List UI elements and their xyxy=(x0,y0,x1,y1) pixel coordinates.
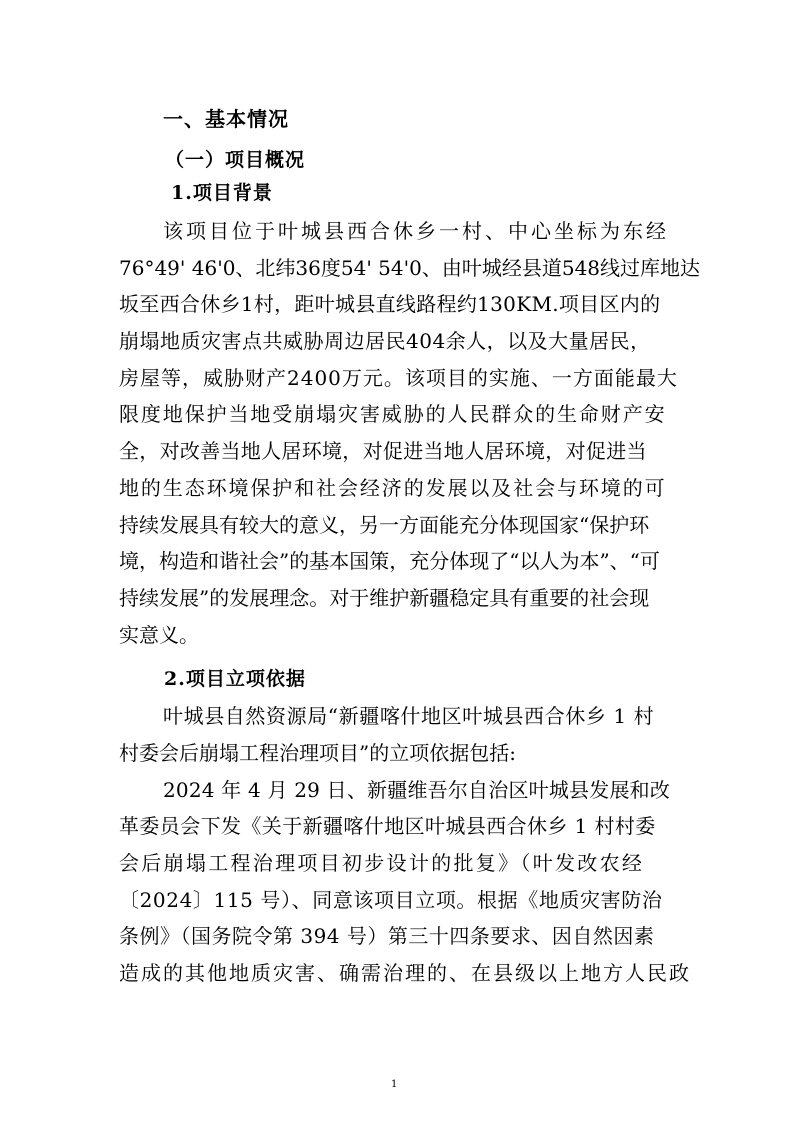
paragraph-line: 叶城县自然资源局“新疆喀什地区叶城县西合休乡 1 村 xyxy=(163,704,655,728)
project-basis-heading: 2.项目立项依据 xyxy=(164,668,306,690)
paragraph-line: 条例》（国务院令第 394 号）第三十四条要求、因自然因素 xyxy=(119,924,655,948)
project-background-heading: 1.项目背景 xyxy=(171,182,273,204)
paragraph-line: 〔2024〕115 号）、同意该项目立项。根据《地质灾害防治 xyxy=(119,888,663,912)
section-heading: 一、基本情况 xyxy=(163,107,289,131)
page-number: 1 xyxy=(391,1079,398,1090)
paragraph-line: 地的生态环境保护和社会经济的发展以及社会与环境的可 xyxy=(119,476,667,500)
paragraph-line: 造成的其他地质灾害、确需治理的、在县级以上地方人民政 xyxy=(119,961,691,985)
subsection-heading: （一）项目概况 xyxy=(165,149,306,171)
paragraph-line: 会后崩塌工程治理项目初步设计的批复》（叶发改农经 xyxy=(119,851,645,875)
paragraph-line: 全，对改善当地人居环境，对促进当地人居环境，对促进当 xyxy=(119,439,647,463)
paragraph-line: 持续发展具有较大的意义，另一方面能充分体现国家“保护环 xyxy=(119,513,650,537)
paragraph-line: 革委员会下发《关于新疆喀什地区叶城县西合休乡 1 村村委 xyxy=(119,814,656,838)
paragraph-line: 崩塌地质灾害点共威胁周边居民404余人，以及大量居民， xyxy=(119,329,651,353)
paragraph-line: 实意义。 xyxy=(119,623,199,647)
paragraph-line: 房屋等，威胁财产2400万元。该项目的实施、一方面能最大 xyxy=(119,366,678,390)
paragraph-line: 境，构造和谐社会”的基本国策，充分体现了“以人为本”、“可 xyxy=(119,549,660,573)
paragraph-line: 村委会后崩塌工程治理项目”的立项依据包括: xyxy=(119,741,516,765)
paragraph-line: 该项目位于叶城县西合休乡一村、中心坐标为东经 xyxy=(163,219,669,243)
paragraph-line: 持续发展”的发展理念。对于维护新疆稳定具有重要的社会现 xyxy=(119,586,650,610)
paragraph-line: 坂至西合休乡1村，距叶城县直线路程约130KM.项目区内的 xyxy=(119,292,661,316)
paragraph-line: 限度地保护当地受崩塌灾害威胁的人民群众的生命财产安 xyxy=(119,402,667,426)
paragraph-line: 76°49' 46'0、北纬36度54' 54'0、由叶城经县道548线过库地达 xyxy=(119,256,701,280)
paragraph-line: 2024 年 4 月 29 日、新疆维吾尔自治区叶城县发展和改 xyxy=(163,778,671,802)
